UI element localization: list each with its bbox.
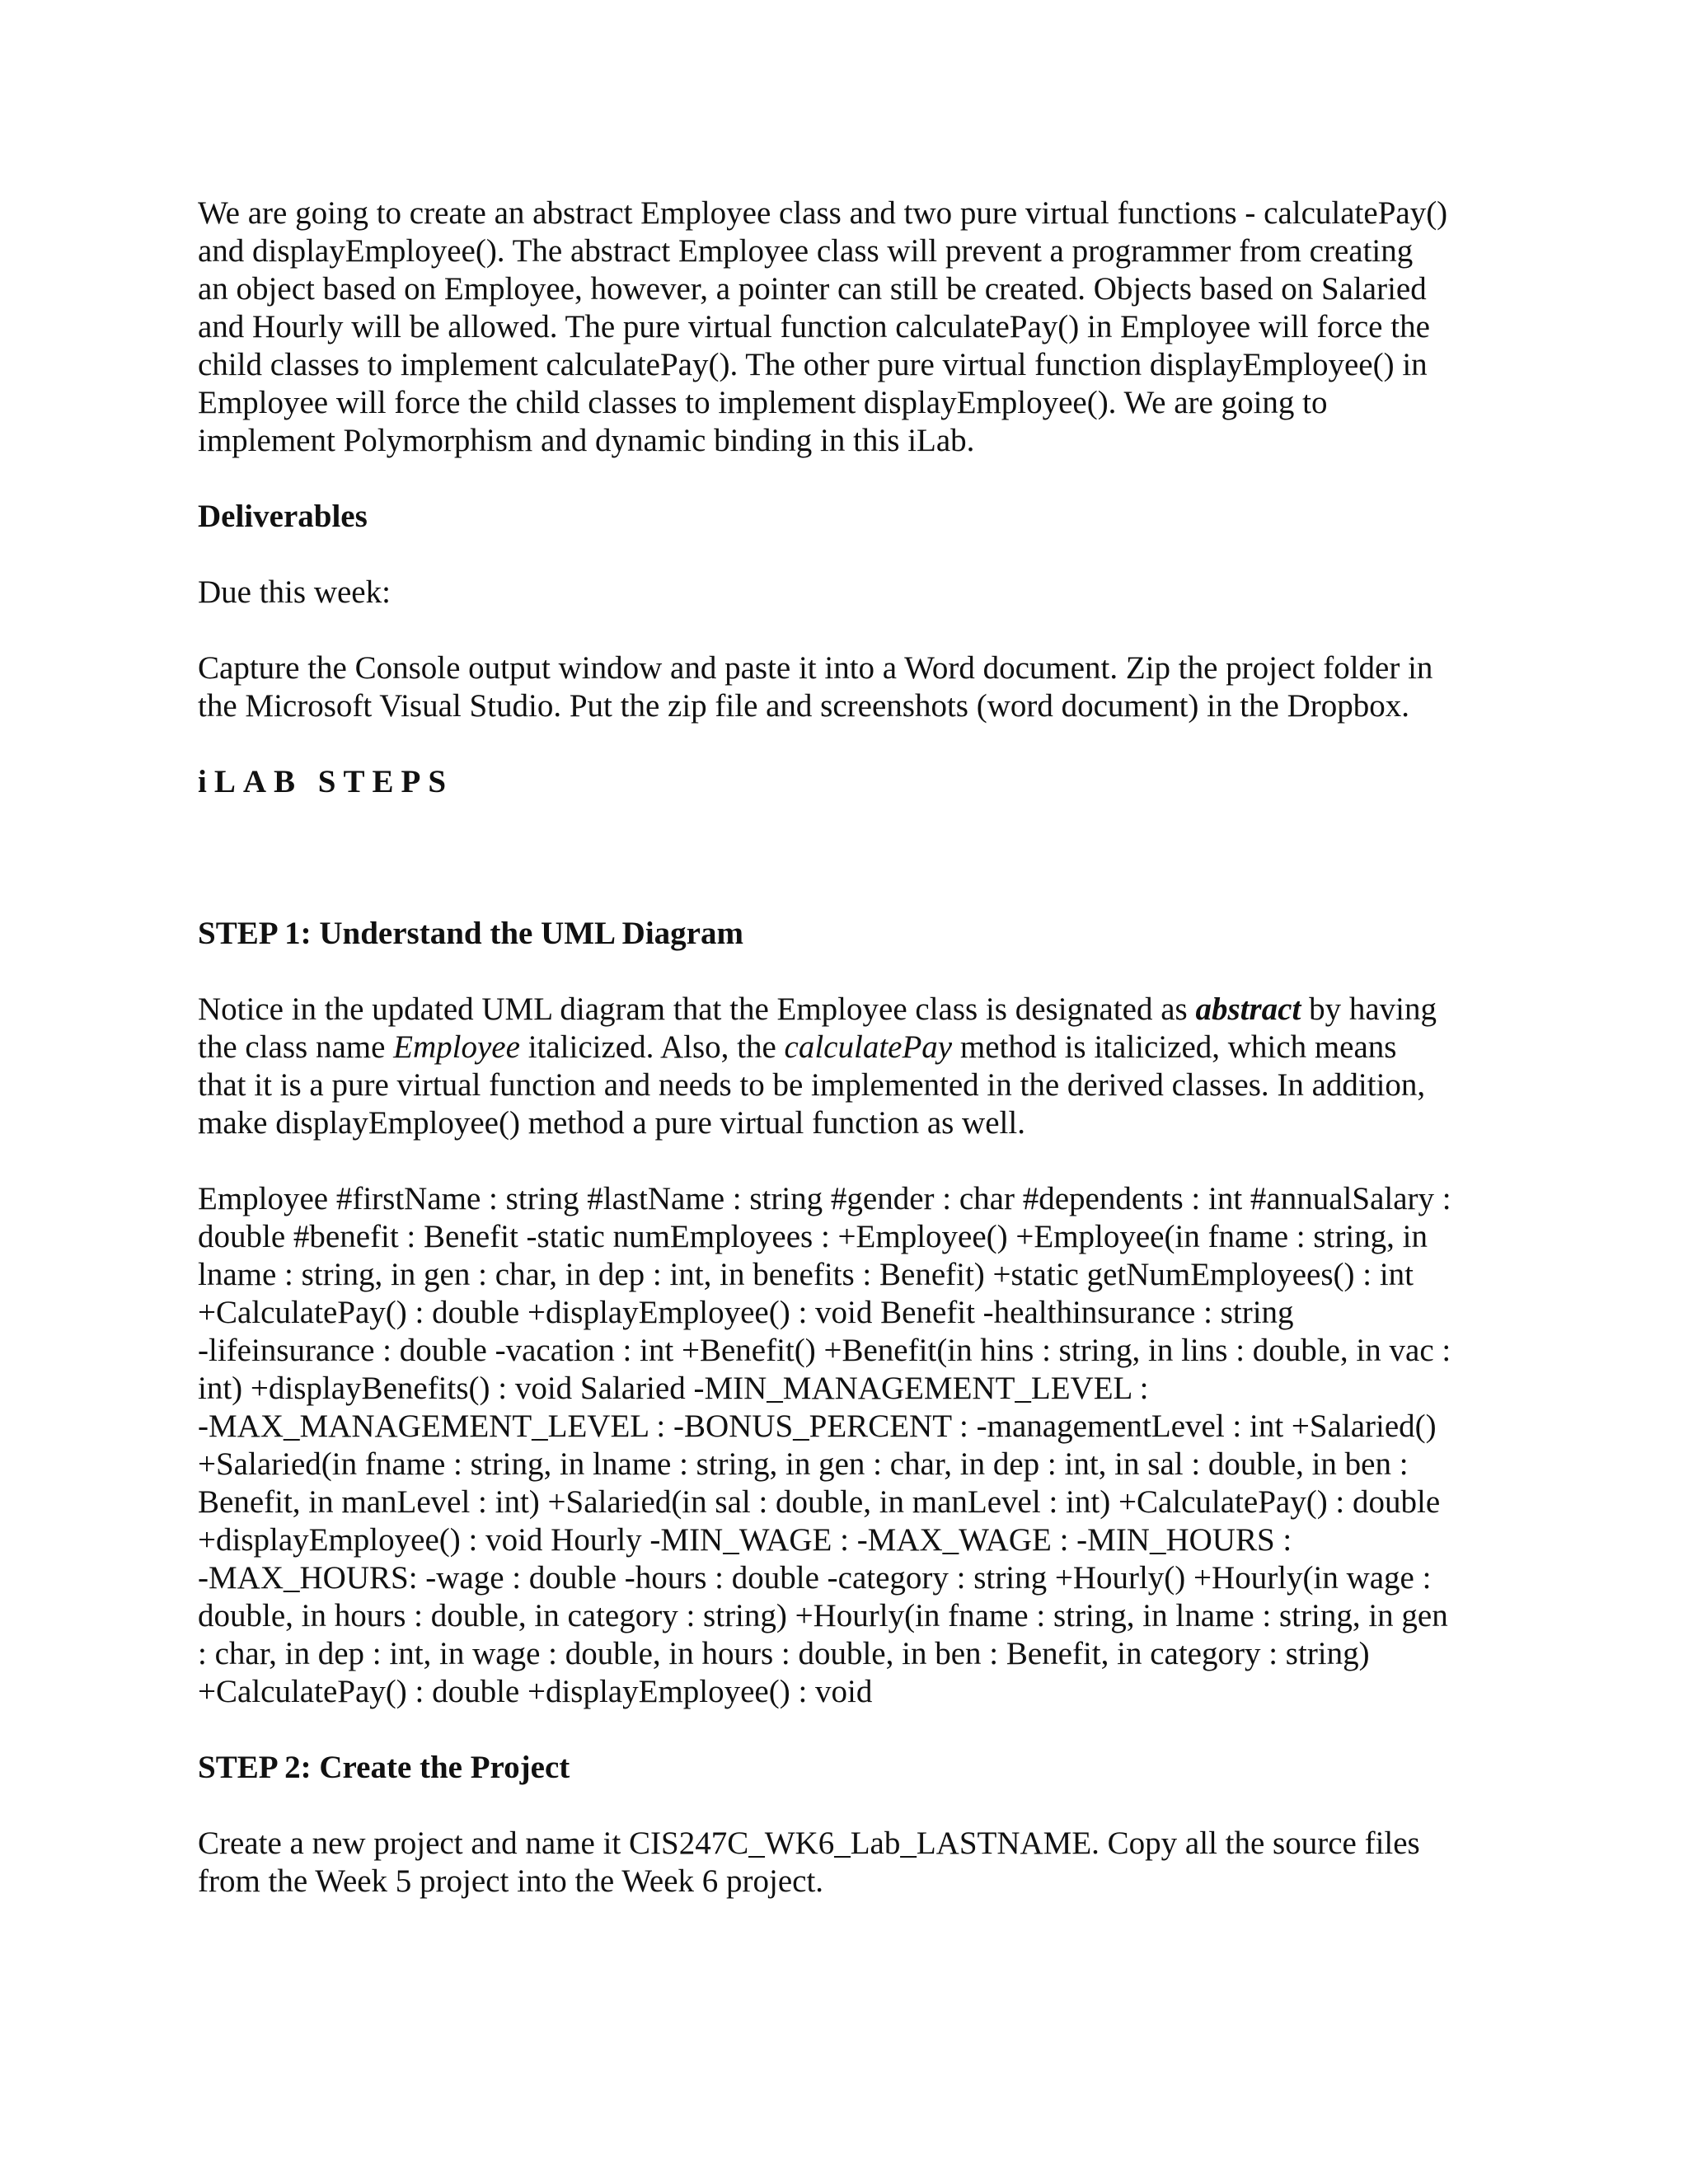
employee-class-name: Employee [393, 1029, 520, 1065]
step1-text-4: method is italicized, which means that it is a pure virtual function and needs to be implemented in the derived classes. In addition, make displayEmployee() method a pure virtual function as well. [198, 1029, 1426, 1141]
ilab-steps-heading: iLAB STEPS [198, 764, 454, 799]
calculatepay-method-name: calculatePay [784, 1029, 953, 1065]
due-this-week-text: Due this week: [198, 574, 391, 610]
step1-uml-explanation [198, 991, 1500, 1142]
intro-paragraph: We are going to create an abstract Employee class and two pure virtual functions - calculatePay() and displayEmployee(). The abstract Employee class will prevent a programmer from creating an object based on Employee, however, a pointer can still be created. Objects based on Salaried and Hourly will be allowed. The pure virtual function calculatePay() in Employee will force the child classes to implement calculatePay(). The other pure virtual function displayEmployee() in Employee will force the child classes to implement displayEmployee(). We are going to implement Polymorphism and dynamic binding in this iLab. [198, 195, 1448, 458]
step2-heading: STEP 2: Create the Project [198, 1750, 570, 1785]
step1-text-2: by having the class name [198, 991, 1437, 1065]
document-page [198, 194, 1500, 1900]
deliverables-heading: Deliverables [198, 499, 368, 534]
step2-paragraph: Create a new project and name it CIS247C_WK6_Lab_LASTNAME. Copy all the source files from the Week 5 project into the Week 6 project. [198, 1825, 1420, 1899]
step1-text-1: Notice in the updated UML diagram that the Employee class is designated as [198, 991, 1196, 1027]
step1-heading: STEP 1: Understand the UML Diagram [198, 916, 743, 951]
uml-diagram-text: Employee #firstName : string #lastName : string #gender : char #dependents : int #annualSalary : double #benefit : Benefit -static numEmployees : +Employee() +Employee(in fname : string, in lname : string, in gen : char, in dep : int, in benefits : Benefit) +static getNumEmployees() : int +CalculatePay() : double +displayEmployee() : void Benefit -healthinsurance : string -lifeinsurance : double -vacation : int +Benefit() +Benefit(in hins : string, in lins : double, in vac : int) +displayBenefits() : void Salaried -MIN_MANAGEMENT_LEVEL : -MAX_MANAGEMENT_LEVEL : -BONUS_PERCENT : -managementLevel : int +Salaried() +Salaried(in fname : string, in lname : string, in gen : char, in dep : int, in sal : double, in ben : Benefit, in manLevel : int) +Salaried(in sal : double, in manLevel : int) +CalculatePay() : double +displayEmployee() : void Hourly -MIN_WAGE : -MAX_WAGE : -MIN_HOURS : -MAX_HOURS: -wage : double -hours : double -category : string +Hourly() +Hourly(in wage : double, in hours : double, in category : string) +Hourly(in fname : string, in lname : string, in gen : char, in dep : int, in wage : double, in hours : double, in ben : Benefit, in category : string) +CalculatePay() : double +displayEmployee() : void [198, 1181, 1451, 1709]
step1-text-3: italicized. Also, the [519, 1029, 785, 1065]
deliverables-paragraph: Capture the Console output window and paste it into a Word document. Zip the project folder in the Microsoft Visual Studio. Put the zip file and screenshots (word document) in the Dropbox. [198, 650, 1433, 724]
abstract-keyword: abstract [1195, 991, 1301, 1027]
